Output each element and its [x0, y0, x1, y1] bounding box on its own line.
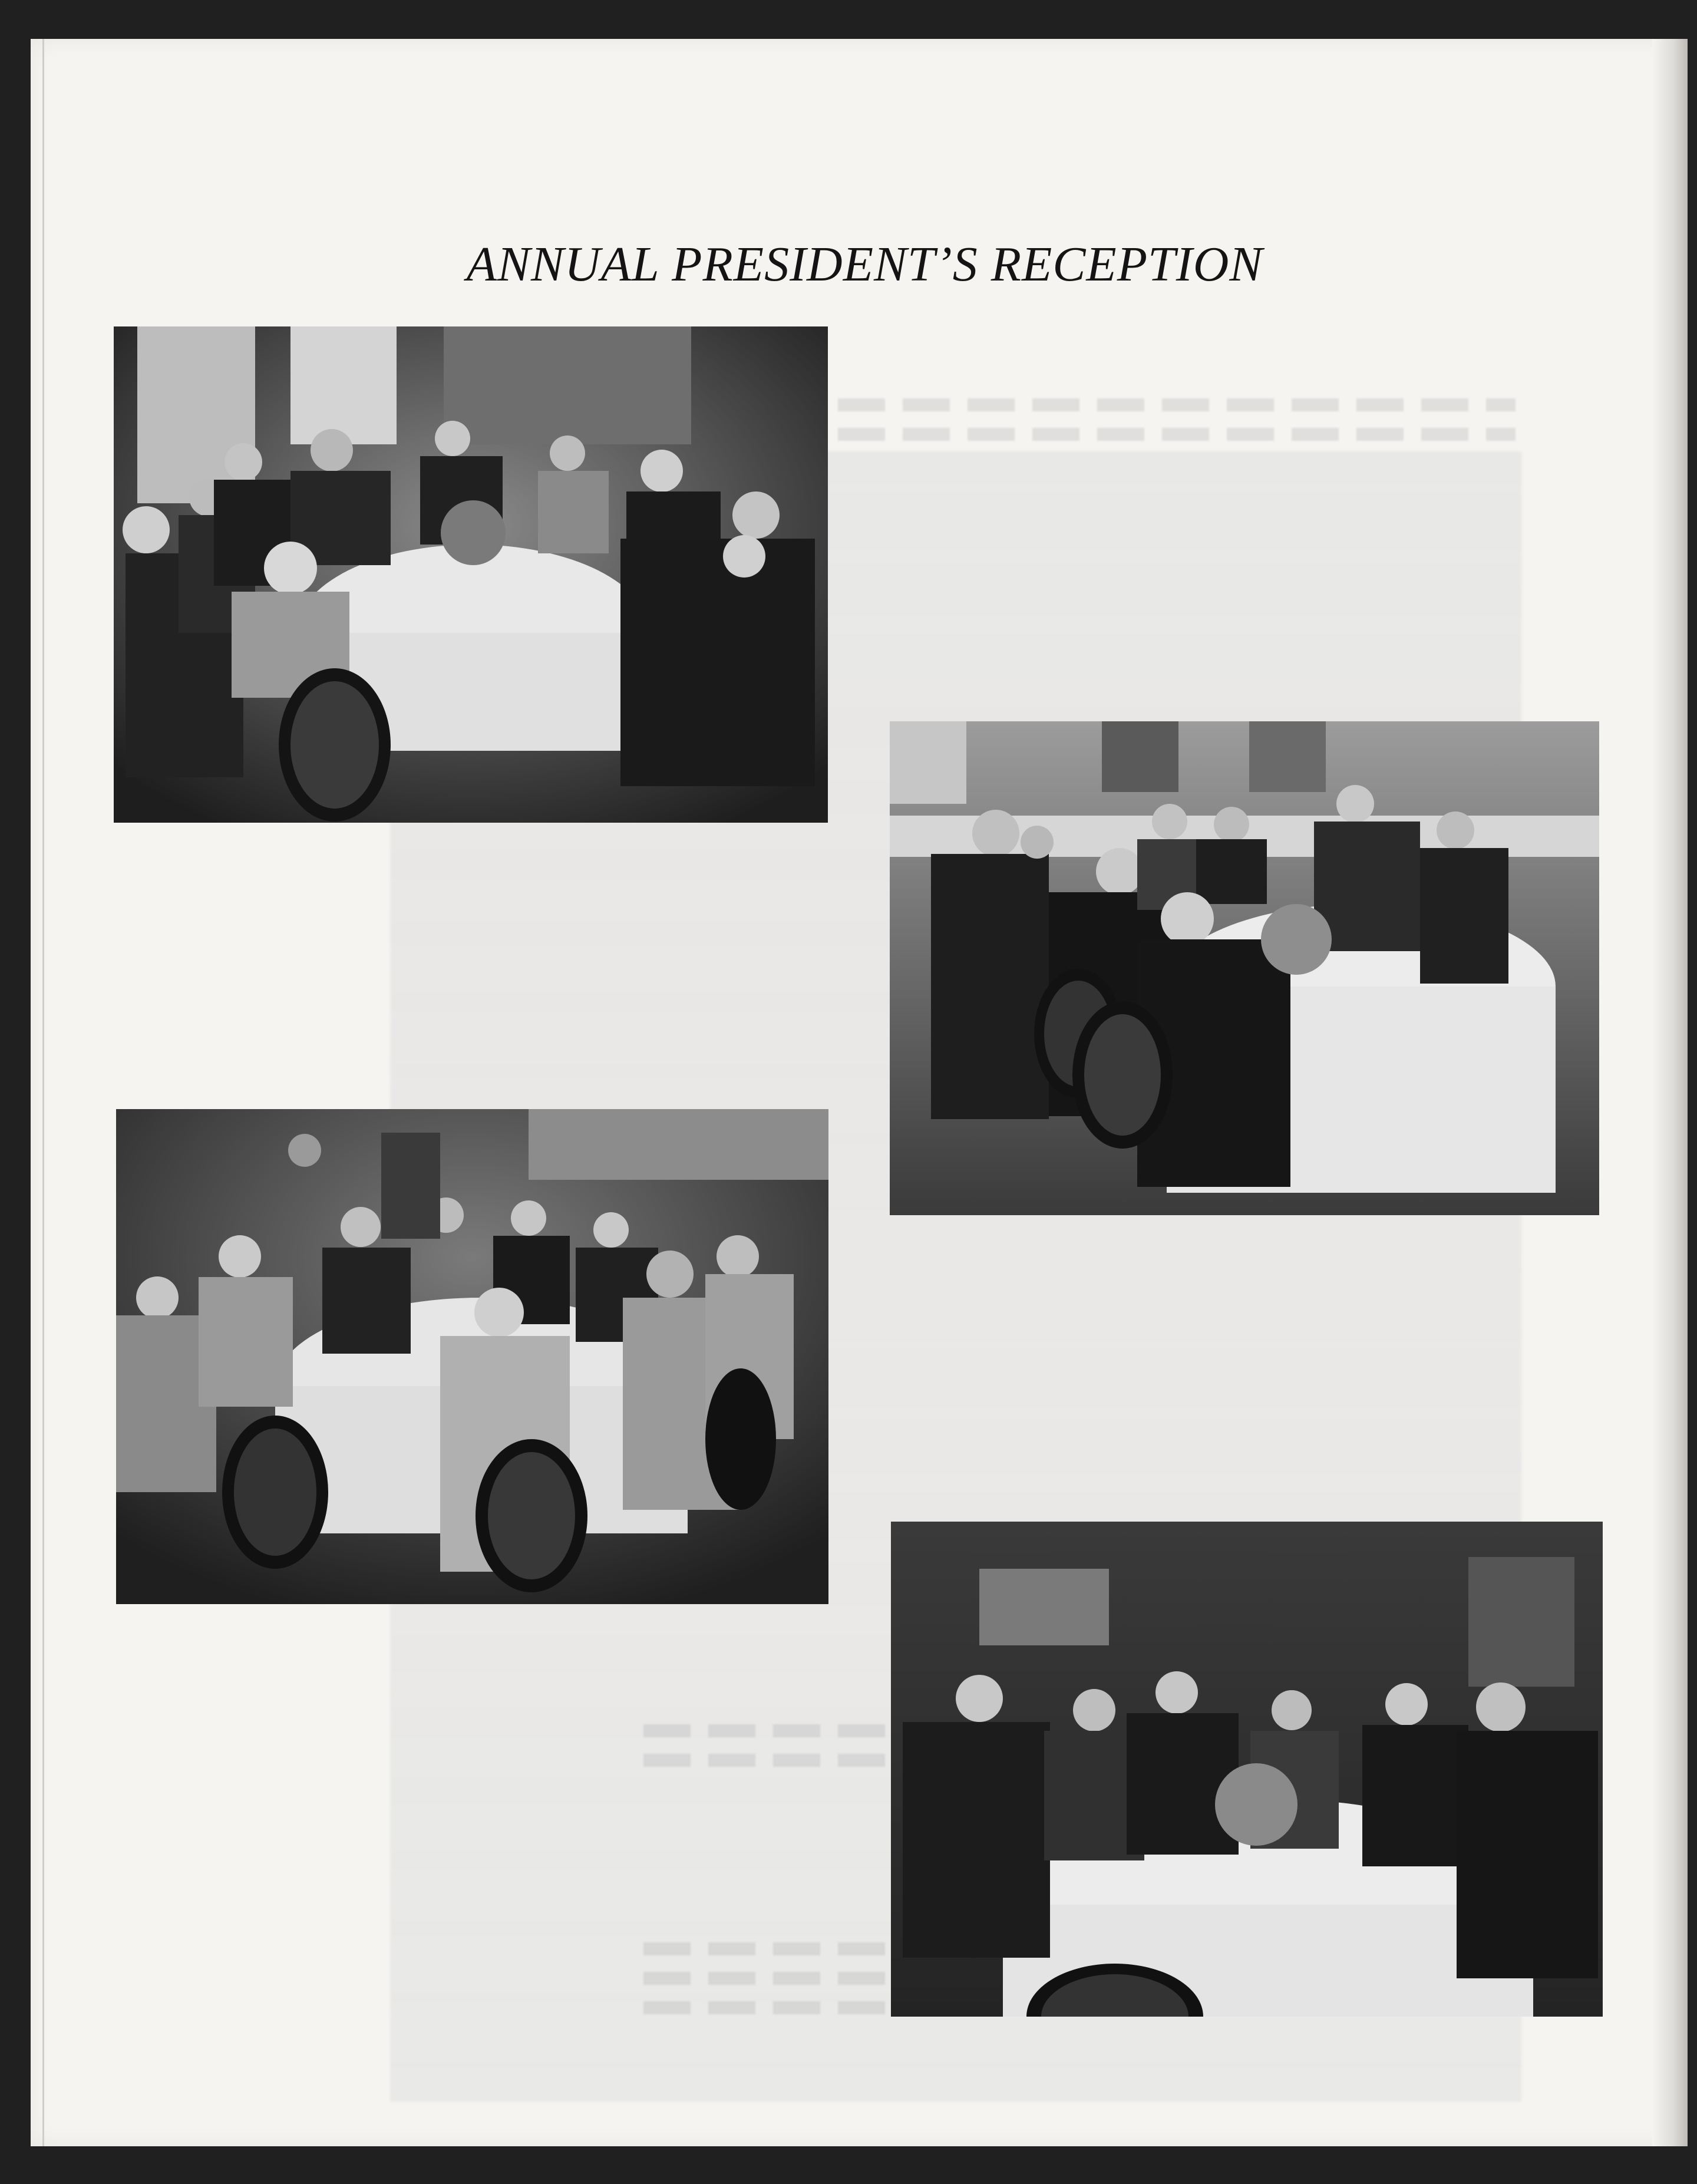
reception-photo-3 [116, 1109, 828, 1604]
reception-photo-1 [114, 326, 828, 823]
photo-4-image [891, 1522, 1603, 2017]
page-fold-shadow [1652, 39, 1688, 2146]
reception-photo-4 [891, 1522, 1603, 2017]
photo-2-image [890, 721, 1599, 1215]
page-title: ANNUAL PRESIDENT’S RECEPTION [466, 237, 1263, 292]
reception-photo-2 [890, 721, 1599, 1215]
photo-1-image [114, 326, 828, 823]
photo-3-image [116, 1109, 828, 1604]
binding-edge [42, 39, 44, 2146]
